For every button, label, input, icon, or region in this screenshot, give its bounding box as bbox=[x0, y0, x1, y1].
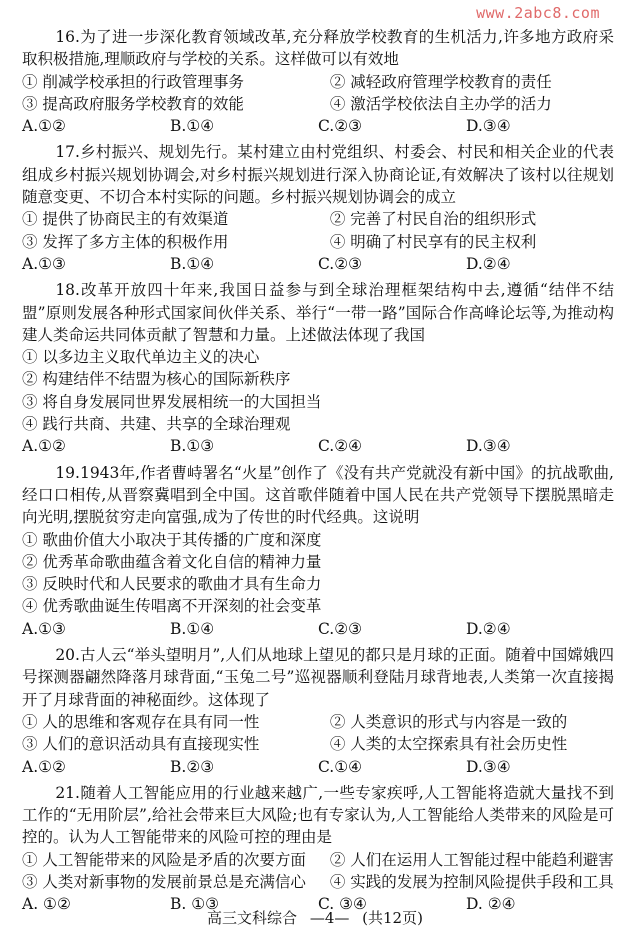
question-stem: 20.古人云“举头望明月”,人们从地球上望见的都只是月球的正面。随着中国嫦娥四号探测器翩然降落月球背面,“玉兔二号”巡视器顺利登陆月球背地表,人类第一次直接揭开了月球背面的神秘面纱。这体现了 bbox=[22, 646, 614, 709]
question-stem: 21.随着人工智能应用的行业越来越广,一些专家疾呼,人工智能将造就大量找不到工作的“无用阶层”,给社会带来巨大风险;也有专家认为,人工智能给人类带来的风险是可控的。认为人工智能带来的风险可控的理由是 bbox=[22, 783, 614, 847]
statement: ④ 明确了村民享有的民主权利 bbox=[329, 232, 537, 251]
question-19 bbox=[22, 462, 614, 640]
exam-page bbox=[22, 26, 614, 920]
statement: ① 削减学校承担的行政管理事务 bbox=[22, 72, 244, 91]
statement-list bbox=[22, 208, 614, 253]
statement: ② 人类意识的形式与内容是一致的 bbox=[329, 712, 568, 731]
footer-subject: 高三文科综合 bbox=[207, 909, 298, 927]
statement-list bbox=[22, 711, 614, 756]
option-b[interactable]: B. ①③ bbox=[170, 895, 220, 914]
statement: ④ 优秀歌曲诞生传唱离不开深刻的社会变革 bbox=[22, 597, 322, 616]
statement: ④ 践行共商、共建、共享的全球治理观 bbox=[22, 415, 291, 434]
option-c[interactable]: C.②③ bbox=[318, 254, 363, 273]
statement: ① 以多边主义取代单边主义的决心 bbox=[22, 348, 260, 367]
option-d[interactable]: D.③④ bbox=[466, 437, 511, 456]
question-18 bbox=[22, 279, 614, 457]
question-stem: 17.乡村振兴、规划先行。某村建立由村党组织、村委会、村民和相关企业的代表组成乡村振兴规划协调会,对乡村振兴规划进行深入协商论证,有效解决了该村以往规划随意变更、不切合本村实际的问题。乡村振兴规划协调会的成立 bbox=[22, 143, 614, 207]
option-a[interactable]: A. ①② bbox=[22, 895, 71, 914]
page-footer bbox=[0, 907, 630, 928]
question-stem: 16.为了进一步深化教育领域改革,充分释放学校教育的生机活力,许多地方政府采取积极措施,理顺政府与学校的关系。这样做可以有效地 bbox=[22, 28, 614, 69]
statement: ③ 人类对新事物的发展前景总是充满信心 bbox=[22, 872, 306, 891]
option-a[interactable]: A.①② bbox=[22, 437, 66, 456]
option-c[interactable]: C. ③④ bbox=[318, 895, 367, 914]
option-row bbox=[22, 435, 614, 457]
option-c[interactable]: C.①④ bbox=[318, 757, 363, 776]
statement: ② 人们在运用人工智能过程中能趋利避害 bbox=[329, 850, 614, 869]
statement: ① 人工智能带来的风险是矛盾的次要方面 bbox=[22, 850, 306, 869]
question-stem: 19.1943年,作者曹峙署名“火星”创作了《没有共产党就没有新中国》的抗战歌曲,经口口相传,从晋察冀唱到全中国。这首歌伴随着中国人民在共产党领导下摆脱黑暗走向光明,摆脱贫穷走向富强,成为了传世的时代经典。这说明 bbox=[22, 463, 614, 527]
option-b[interactable]: B.①④ bbox=[170, 619, 215, 638]
footer-total-pages: (共12页) bbox=[362, 909, 423, 927]
question-stem: 18.改革开放四十年来,我国日益参与到全球治理框架结构中去,遵循“结伴不结盟”原则发展各种形式国家间伙伴关系、举行“一带一路”国际合作高峰论坛等,为推动构建人类命运共同体贡献了智慧和力量。上述做法体现了我国 bbox=[22, 281, 614, 344]
footer-page-number: —4— bbox=[309, 909, 350, 927]
question-17 bbox=[22, 141, 614, 275]
statement: ④ 激活学校依法自主办学的活力 bbox=[329, 94, 552, 113]
option-b[interactable]: B.①③ bbox=[170, 437, 215, 456]
option-b[interactable]: B.①④ bbox=[170, 254, 215, 273]
option-a[interactable]: A.①② bbox=[22, 117, 66, 136]
statement: ① 歌曲价值大小取决于其传播的广度和深度 bbox=[22, 530, 322, 549]
option-a[interactable]: A.①② bbox=[22, 757, 66, 776]
option-c[interactable]: C.②③ bbox=[318, 117, 363, 136]
question-21 bbox=[22, 782, 614, 916]
statement: ① 人的思维和客观存在具有同一性 bbox=[22, 712, 260, 731]
option-a[interactable]: A.①③ bbox=[22, 254, 66, 273]
statement: ② 减轻政府管理学校教育的责任 bbox=[329, 72, 552, 91]
option-b[interactable]: B.①④ bbox=[170, 117, 215, 136]
statement: ② 构建结伴不结盟为核心的国际新秩序 bbox=[22, 370, 291, 389]
option-d[interactable]: D. ②④ bbox=[466, 895, 516, 914]
option-d[interactable]: D.③④ bbox=[466, 117, 511, 136]
statement-list bbox=[22, 529, 614, 618]
statement: ③ 将自身发展同世界发展相统一的大国担当 bbox=[22, 392, 322, 411]
statement-list bbox=[22, 71, 614, 116]
statement: ④ 人类的太空探索具有社会历史性 bbox=[329, 735, 568, 754]
watermark-text: www.2abc8.com bbox=[476, 4, 600, 22]
option-d[interactable]: D.②④ bbox=[466, 619, 511, 638]
statement: ③ 发挥了多方主体的积极作用 bbox=[22, 232, 229, 251]
question-20 bbox=[22, 644, 614, 778]
question-16 bbox=[22, 26, 614, 137]
option-row bbox=[22, 253, 614, 275]
statement-list bbox=[22, 346, 614, 435]
option-d[interactable]: D.②④ bbox=[466, 254, 511, 273]
statement: ② 优秀革命歌曲蕴含着文化自信的精神力量 bbox=[22, 552, 322, 571]
option-a[interactable]: A.①③ bbox=[22, 619, 66, 638]
statement: ③ 提高政府服务学校教育的效能 bbox=[22, 94, 244, 113]
option-row bbox=[22, 618, 614, 640]
statement: ④ 实践的发展为控制风险提供手段和工具 bbox=[329, 872, 614, 891]
statement: ① 提供了协商民主的有效渠道 bbox=[22, 210, 229, 229]
statement-list bbox=[22, 849, 614, 894]
option-d[interactable]: D.③④ bbox=[466, 757, 511, 776]
option-c[interactable]: C.②④ bbox=[318, 437, 363, 456]
option-row bbox=[22, 756, 614, 778]
option-row bbox=[22, 115, 614, 137]
statement: ② 完善了村民自治的组织形式 bbox=[329, 210, 537, 229]
statement: ③ 反映时代和人民要求的歌曲才具有生命力 bbox=[22, 575, 322, 594]
statement: ③ 人们的意识活动具有直接现实性 bbox=[22, 735, 260, 754]
option-c[interactable]: C.②③ bbox=[318, 619, 363, 638]
option-b[interactable]: B.②③ bbox=[170, 757, 215, 776]
